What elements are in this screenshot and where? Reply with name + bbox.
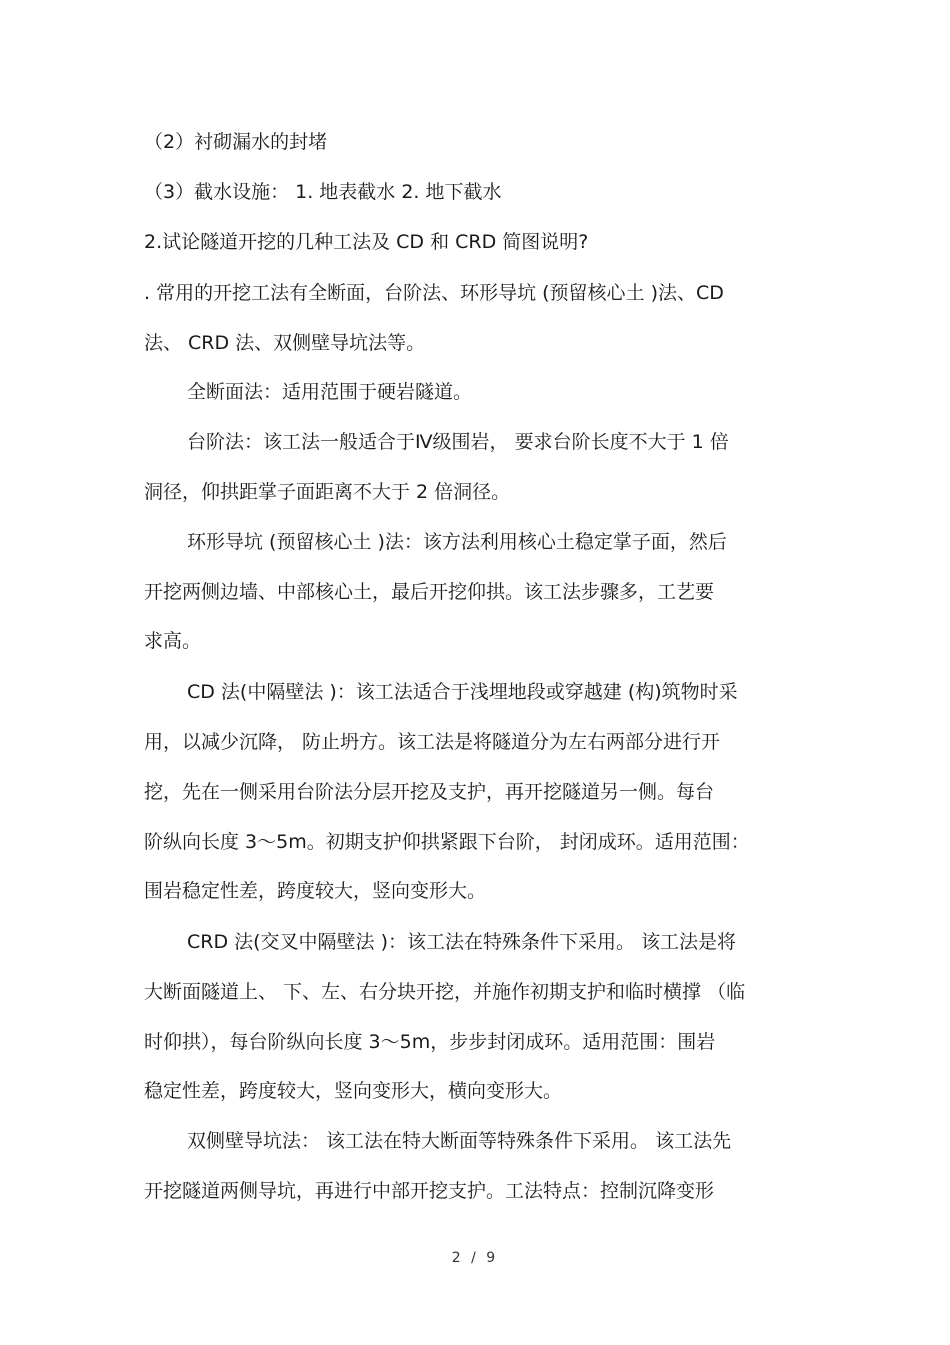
text-line: 开挖隧道两侧导坑，再进行中部开挖支护。工法特点：控制沉降变形 (144, 1180, 715, 1202)
text-line: CD 法(中隔壁法 )：该工法适合于浅埋地段或穿越建 (构)筑物时采 (187, 681, 738, 703)
text-line: 挖，先在一侧采用台阶法分层开挖及支护，再开挖隧道另一侧。每台 (144, 781, 715, 803)
text-line: 双侧壁导坑法： 该工法在特大断面等特殊条件下采用。 该工法先 (187, 1130, 732, 1152)
text-line: 环形导坑 (预留核心土 )法：该方法利用核心土稳定掌子面，然后 (187, 531, 727, 553)
text-line: 围岩稳定性差，跨度较大，竖向变形大。 (144, 880, 487, 902)
text-line: （2）衬砌漏水的封堵 (144, 131, 328, 153)
text-line: 台阶法：该工法一般适合于Ⅳ级围岩， 要求台阶长度不大于 1 倍 (187, 431, 729, 453)
text-line: CRD 法(交叉中隔壁法 )：该工法在特殊条件下采用。 该工法是将 (187, 931, 737, 953)
question-heading: 2.试论隧道开挖的几种工法及 CD 和 CRD 简图说明? (144, 231, 589, 253)
text-line: 全断面法：适用范围于硬岩隧道。 (187, 381, 473, 403)
text-line: . 常用的开挖工法有全断面，台阶法、环形导坑 (预留核心土 )法、CD (144, 282, 724, 304)
text-line: 洞径，仰拱距掌子面距离不大于 2 倍洞径。 (144, 481, 511, 503)
text-line: 阶纵向长度 3～5m。初期支护仰拱紧跟下台阶， 封闭成环。适用范围： (144, 831, 750, 853)
text-line: 用，以减少沉降， 防止坍方。该工法是将隧道分为左右两部分进行开 (144, 731, 721, 753)
text-line: 稳定性差，跨度较大，竖向变形大，横向变形大。 (144, 1080, 563, 1102)
text-line: （3）截水设施： 1. 地表截水 2. 地下截水 (144, 181, 502, 203)
text-line: 大断面隧道上、 下、左、右分块开挖，并施作初期支护和临时横撑 （临 (144, 981, 746, 1003)
page-number: 2 / 9 (451, 1250, 499, 1266)
text-line: 求高。 (144, 630, 202, 652)
text-line: 时仰拱），每台阶纵向长度 3～5m，步步封闭成环。适用范围：围岩 (144, 1031, 716, 1053)
text-line: 开挖两侧边墙、中部核心土，最后开挖仰拱。该工法步骤多，工艺要 (144, 581, 715, 603)
text-line: 法、 CRD 法、双侧壁导坑法等。 (144, 332, 426, 354)
